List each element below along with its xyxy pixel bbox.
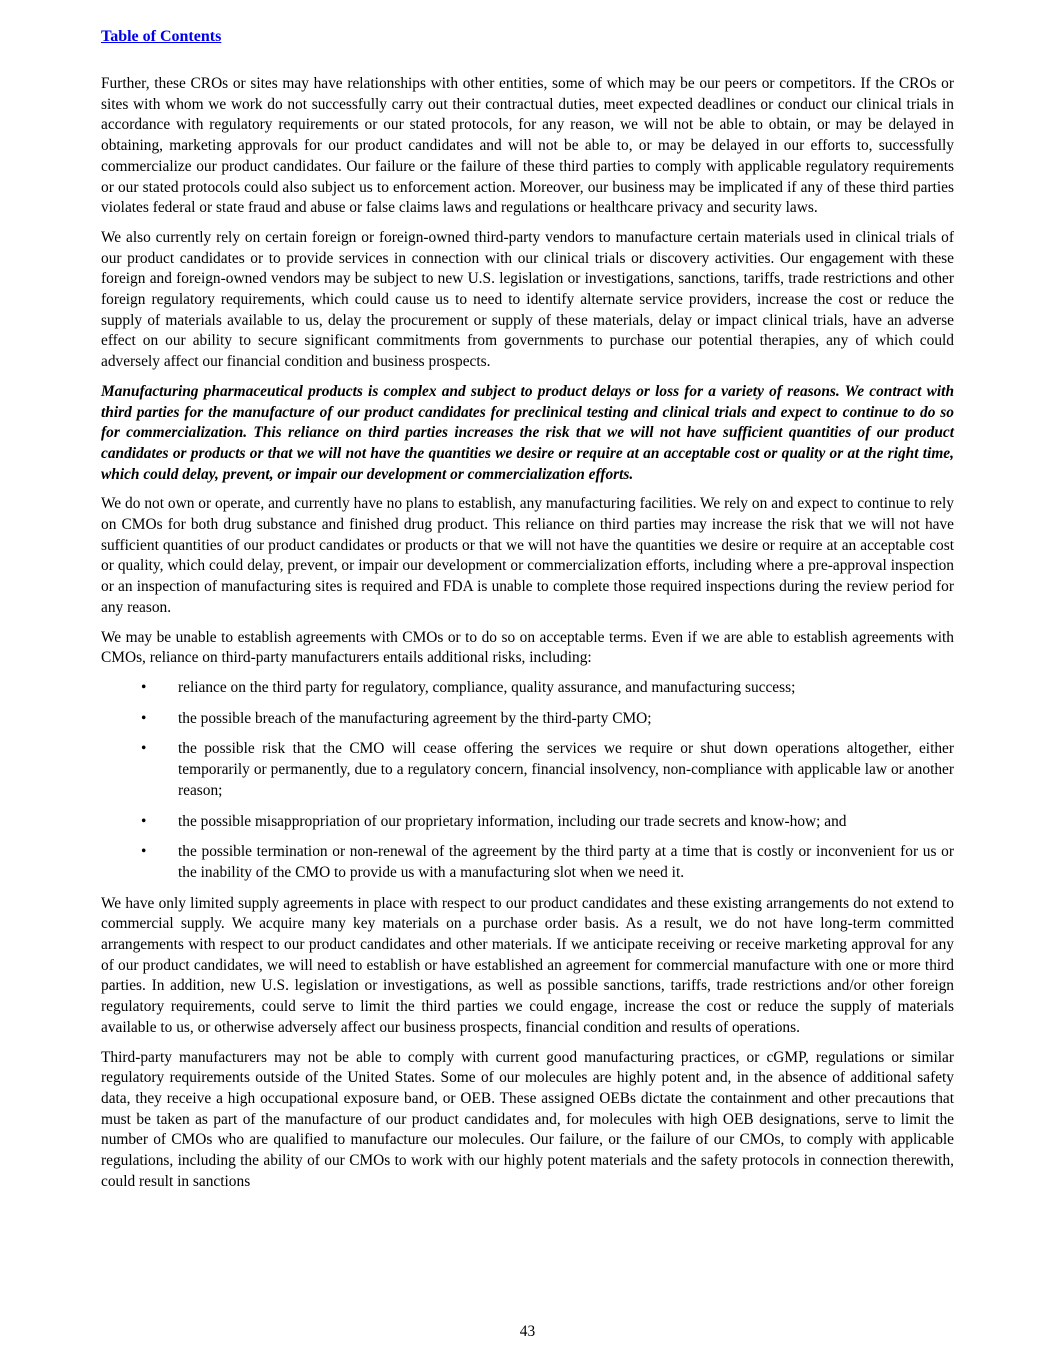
document-body <box>101 74 954 1201</box>
list-item-text: the possible risk that the CMO will cease offering the services we require or shut down operations altogether, either temporarily or permanently, due to a regulatory concern, financial insolvency, non-compliance with applicable law or another reason; <box>178 740 954 799</box>
paragraph-foreign-vendors: We also currently rely on certain foreign or foreign-owned third-party vendors to manufacture certain materials used in clinical trials of our product candidates or to provide services in connection with our clinical trials or discovery activities. Our engagement with these foreign and foreign-owned vendors may be subject to new U.S. legislation or investigations, sanctions, tariffs, trade restrictions and other foreign regulatory requirements, which could cause us to need to identify alternate service providers, increase the cost or reduce the supply of materials available to us, delay the procurement or supply of these materials, delay or impact clinical trials, have an adverse effect on our ability to secure significant commitments from governments to purchase our potential therapies, any of which could adversely affect our financial condition and business prospects. <box>101 228 954 371</box>
bullet-marker: • <box>141 678 147 696</box>
bullet-marker: • <box>141 812 147 830</box>
paragraph-cgmp-compliance: Third-party manufacturers may not be able to comply with current good manufacturing practices, or cGMP, regulations or similar regulatory requirements outside of the United States. Some of our molecules are highly potent and, in the absence of additional safety data, they receive a high occupational exposure band, or OEB. These assigned OEBs dictate the containment and other precautions that must be taken as part of the manufacture of our product candidates and, for molecules with high OEB designations, serve to limit the number of CMOs who are qualified to manufacture our molecules. Our failure, or the failure of our CMOs, to comply with applicable regulations, including the ability of our CMOs to work with our highly potent materials and the safety protocols in connection therewith, could result in sanctions <box>101 1048 954 1190</box>
list-item-text: the possible misappropriation of our proprietary information, including our trade secrets and know-how; and <box>178 812 847 830</box>
page-number: 43 <box>519 1323 536 1340</box>
bullet-marker: • <box>141 740 147 758</box>
risk-factor-heading-manufacturing: Manufacturing pharmaceutical products is complex and subject to product delays or loss for a variety of reasons. We contract with third parties for the manufacture of our product candidates for preclinical testing and clinical trials and expect to continue to do so for commercialization. This reliance on third parties increases the risk that we will not have sufficient quantities of our product candidates or products or that we will not have the quantities we desire or require at an acceptable cost or quality or at the right time, which could delay, prevent, or impair our development or commercialization efforts. <box>101 382 954 483</box>
table-of-contents-link[interactable]: Table of Contents <box>101 28 222 45</box>
bullet-marker: • <box>141 843 147 861</box>
list-item <box>101 842 954 883</box>
paragraph-no-manufacturing-facilities: We do not own or operate, and currently have no plans to establish, any manufacturing facilities. We rely on and expect to continue to rely on CMOs for both drug substance and finished drug product. This reliance on third parties may increase the risk that we will not have sufficient quantities of our product candidates or products or that we will not have the quantities we desire or require at an acceptable cost or quality, which could delay, prevent, or impair our development or commercialization efforts, including where a pre-approval inspection or an inspection of manufacturing sites is required and FDA is unable to complete those required inspections during the review period for any reason. <box>101 495 954 616</box>
list-item-text: the possible termination or non-renewal of the agreement by the third party at a time that is costly or inconvenient for us or the inability of the CMO to provide us with a manufacturing slot when we need it. <box>178 843 954 881</box>
bullet-marker: • <box>141 709 147 727</box>
list-item <box>101 709 954 730</box>
cmo-risks-list <box>101 678 954 884</box>
list-item <box>101 678 954 699</box>
paragraph-cmo-agreements: We may be unable to establish agreements with CMOs or to do so on acceptable terms. Even if we are able to establish agreements with CMOs, reliance on third-party manufacturers entails additional risks, including: <box>101 628 954 667</box>
list-item-text: the possible breach of the manufacturing agreement by the third-party CMO; <box>178 709 652 727</box>
list-item <box>101 739 954 801</box>
paragraph-limited-supply-agreements: We have only limited supply agreements in place with respect to our product candidates and these existing arrangements do not extend to commercial supply. We acquire many key materials on a purchase order basis. As a result, we do not have long-term committed arrangements with respect to our product candidates and other materials. If we anticipate receiving or receive marketing approval for any of our product candidates, we will need to establish or have established an agreement for commercial manufacture with one or more third parties. In addition, new U.S. legislation or investigations, as well as possible sanctions, tariffs, trade restrictions and/or other foreign regulatory requirements, could serve to limit the third parties we could engage, increase the cost or reduce the supply of materials available to us, or otherwise adversely affect our business prospects, financial condition and results of operations. <box>101 894 954 1036</box>
paragraph-cro-relationships: Further, these CROs or sites may have relationships with other entities, some of which may be our peers or competitors. If the CROs or sites with whom we work do not successfully carry out their contractual duties, meet expected deadlines or conduct our clinical trials in accordance with regulatory requirements or our stated protocols, for any reason, we will not be able to obtain, or may be delayed in obtaining, marketing approvals for our product candidates and will not be able to, or may be delayed in our efforts to, successfully commercialize our product candidates. Our failure or the failure of these third parties to comply with applicable regulatory requirements or our stated protocols could also subject us to enforcement action. Moreover, our business may be implicated if any of these third parties violates federal or state fraud and abuse or false claims laws and regulations or healthcare privacy and security laws. <box>101 75 954 217</box>
list-item <box>101 812 954 833</box>
list-item-text: reliance on the third party for regulatory, compliance, quality assurance, and manufacturing success; <box>178 678 796 696</box>
